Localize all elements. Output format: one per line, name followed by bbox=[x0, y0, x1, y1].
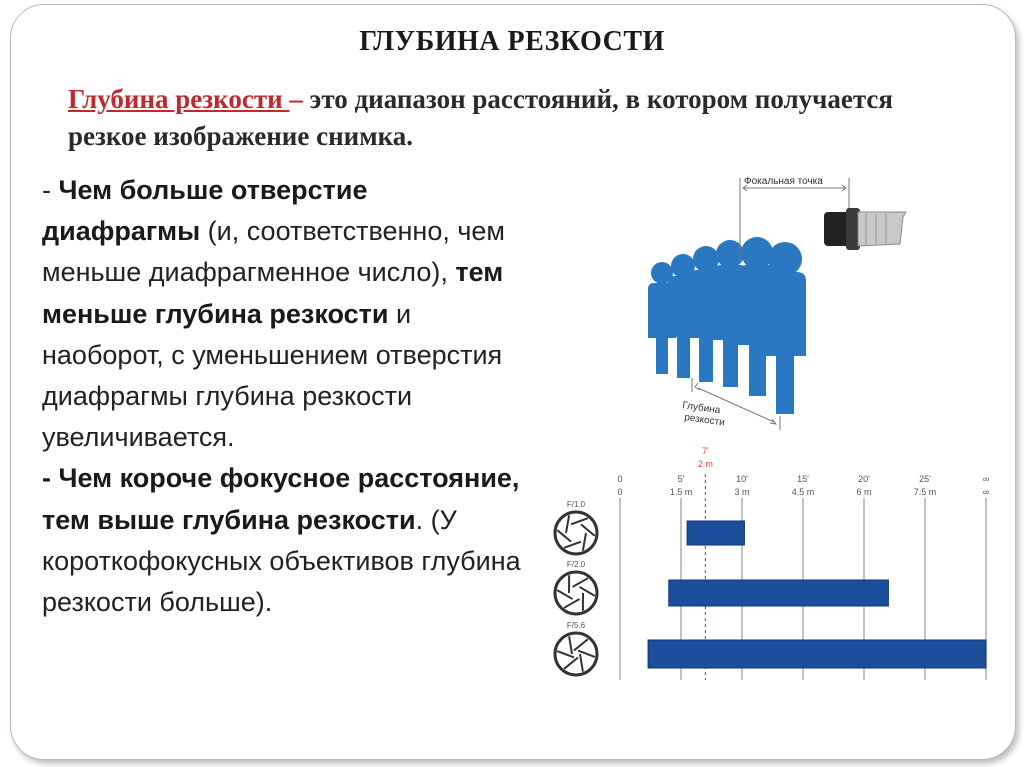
x-tick-label-m: 0 bbox=[617, 487, 623, 497]
focus-label-m: 2 m bbox=[697, 459, 713, 469]
people-figures-icon bbox=[648, 237, 806, 417]
aperture-icon bbox=[555, 512, 597, 554]
focus-label-ft: 7' bbox=[702, 446, 709, 456]
x-tick-label-ft: 5' bbox=[677, 474, 685, 484]
chart-bars bbox=[648, 521, 986, 668]
dof-label-line1: Глубина bbox=[681, 400, 721, 417]
x-tick-label-m: 6 m bbox=[856, 487, 872, 497]
x-tick-label-ft: 20' bbox=[858, 474, 870, 484]
chart-aperture-icons bbox=[555, 500, 597, 675]
focal-point-label: Фокальная точка bbox=[744, 176, 823, 187]
camera-icon bbox=[824, 208, 906, 250]
p1-bold-2: тем меньше глубина резкости bbox=[42, 257, 504, 329]
dof-range-bar bbox=[669, 580, 889, 606]
body-text bbox=[42, 170, 522, 623]
aperture-label: F/5.6 bbox=[566, 621, 586, 630]
p1-text-2: и наоборот, с уменьшением отверстия диафрагмы глубина резкости увеличивается. bbox=[42, 298, 503, 453]
definition-rest: это диапазон расстояний, в котором получается резкое изображение снимка. bbox=[68, 84, 894, 151]
x-tick-label-m: 1.5 m bbox=[669, 487, 693, 497]
x-tick-label-ft: 25' bbox=[919, 474, 931, 484]
p2-text-1: . (У короткофокусных объективов глубина резкости больше). bbox=[42, 504, 521, 618]
x-tick-label-ft: 15' bbox=[797, 474, 809, 484]
x-tick-label-m: 3 m bbox=[734, 487, 750, 497]
definition-dash: – bbox=[289, 84, 303, 114]
p1-dash: - bbox=[42, 175, 59, 205]
x-tick-label-m: ∞ bbox=[982, 487, 990, 497]
dof-range-bar bbox=[648, 640, 986, 668]
dof-label-line2: резкости bbox=[683, 412, 726, 429]
x-tick-label-m: 4.5 m bbox=[791, 487, 815, 497]
dof-range-bar bbox=[687, 521, 744, 545]
aperture-icon bbox=[555, 572, 597, 614]
x-tick-label-ft: ∞ bbox=[982, 474, 990, 484]
aperture-icon bbox=[555, 633, 597, 675]
definition-text bbox=[68, 81, 928, 155]
dof-aperture-chart bbox=[546, 440, 1006, 690]
x-tick-label-m: 7.5 m bbox=[913, 487, 937, 497]
p1-text-1: (и, соответственно, чем меньше диафрагменное число), bbox=[42, 216, 505, 288]
chart-tick-labels bbox=[617, 474, 989, 497]
definition-term: Глубина резкости bbox=[68, 84, 290, 114]
aperture-label: F/1.0 bbox=[566, 500, 586, 509]
x-tick-label-ft: 0 bbox=[617, 474, 623, 484]
slide-title: ГЛУБИНА РЕЗКОСТИ bbox=[359, 26, 665, 57]
dof-illustration bbox=[620, 160, 920, 435]
p2-bold-1: - Чем короче фокусное расстояние, тем выше глубина резкости bbox=[42, 463, 520, 535]
aperture-label: F/2.0 bbox=[566, 560, 586, 569]
x-tick-label-ft: 10' bbox=[736, 474, 748, 484]
p1-bold-1: Чем больше отверстие диафрагмы bbox=[42, 175, 368, 247]
